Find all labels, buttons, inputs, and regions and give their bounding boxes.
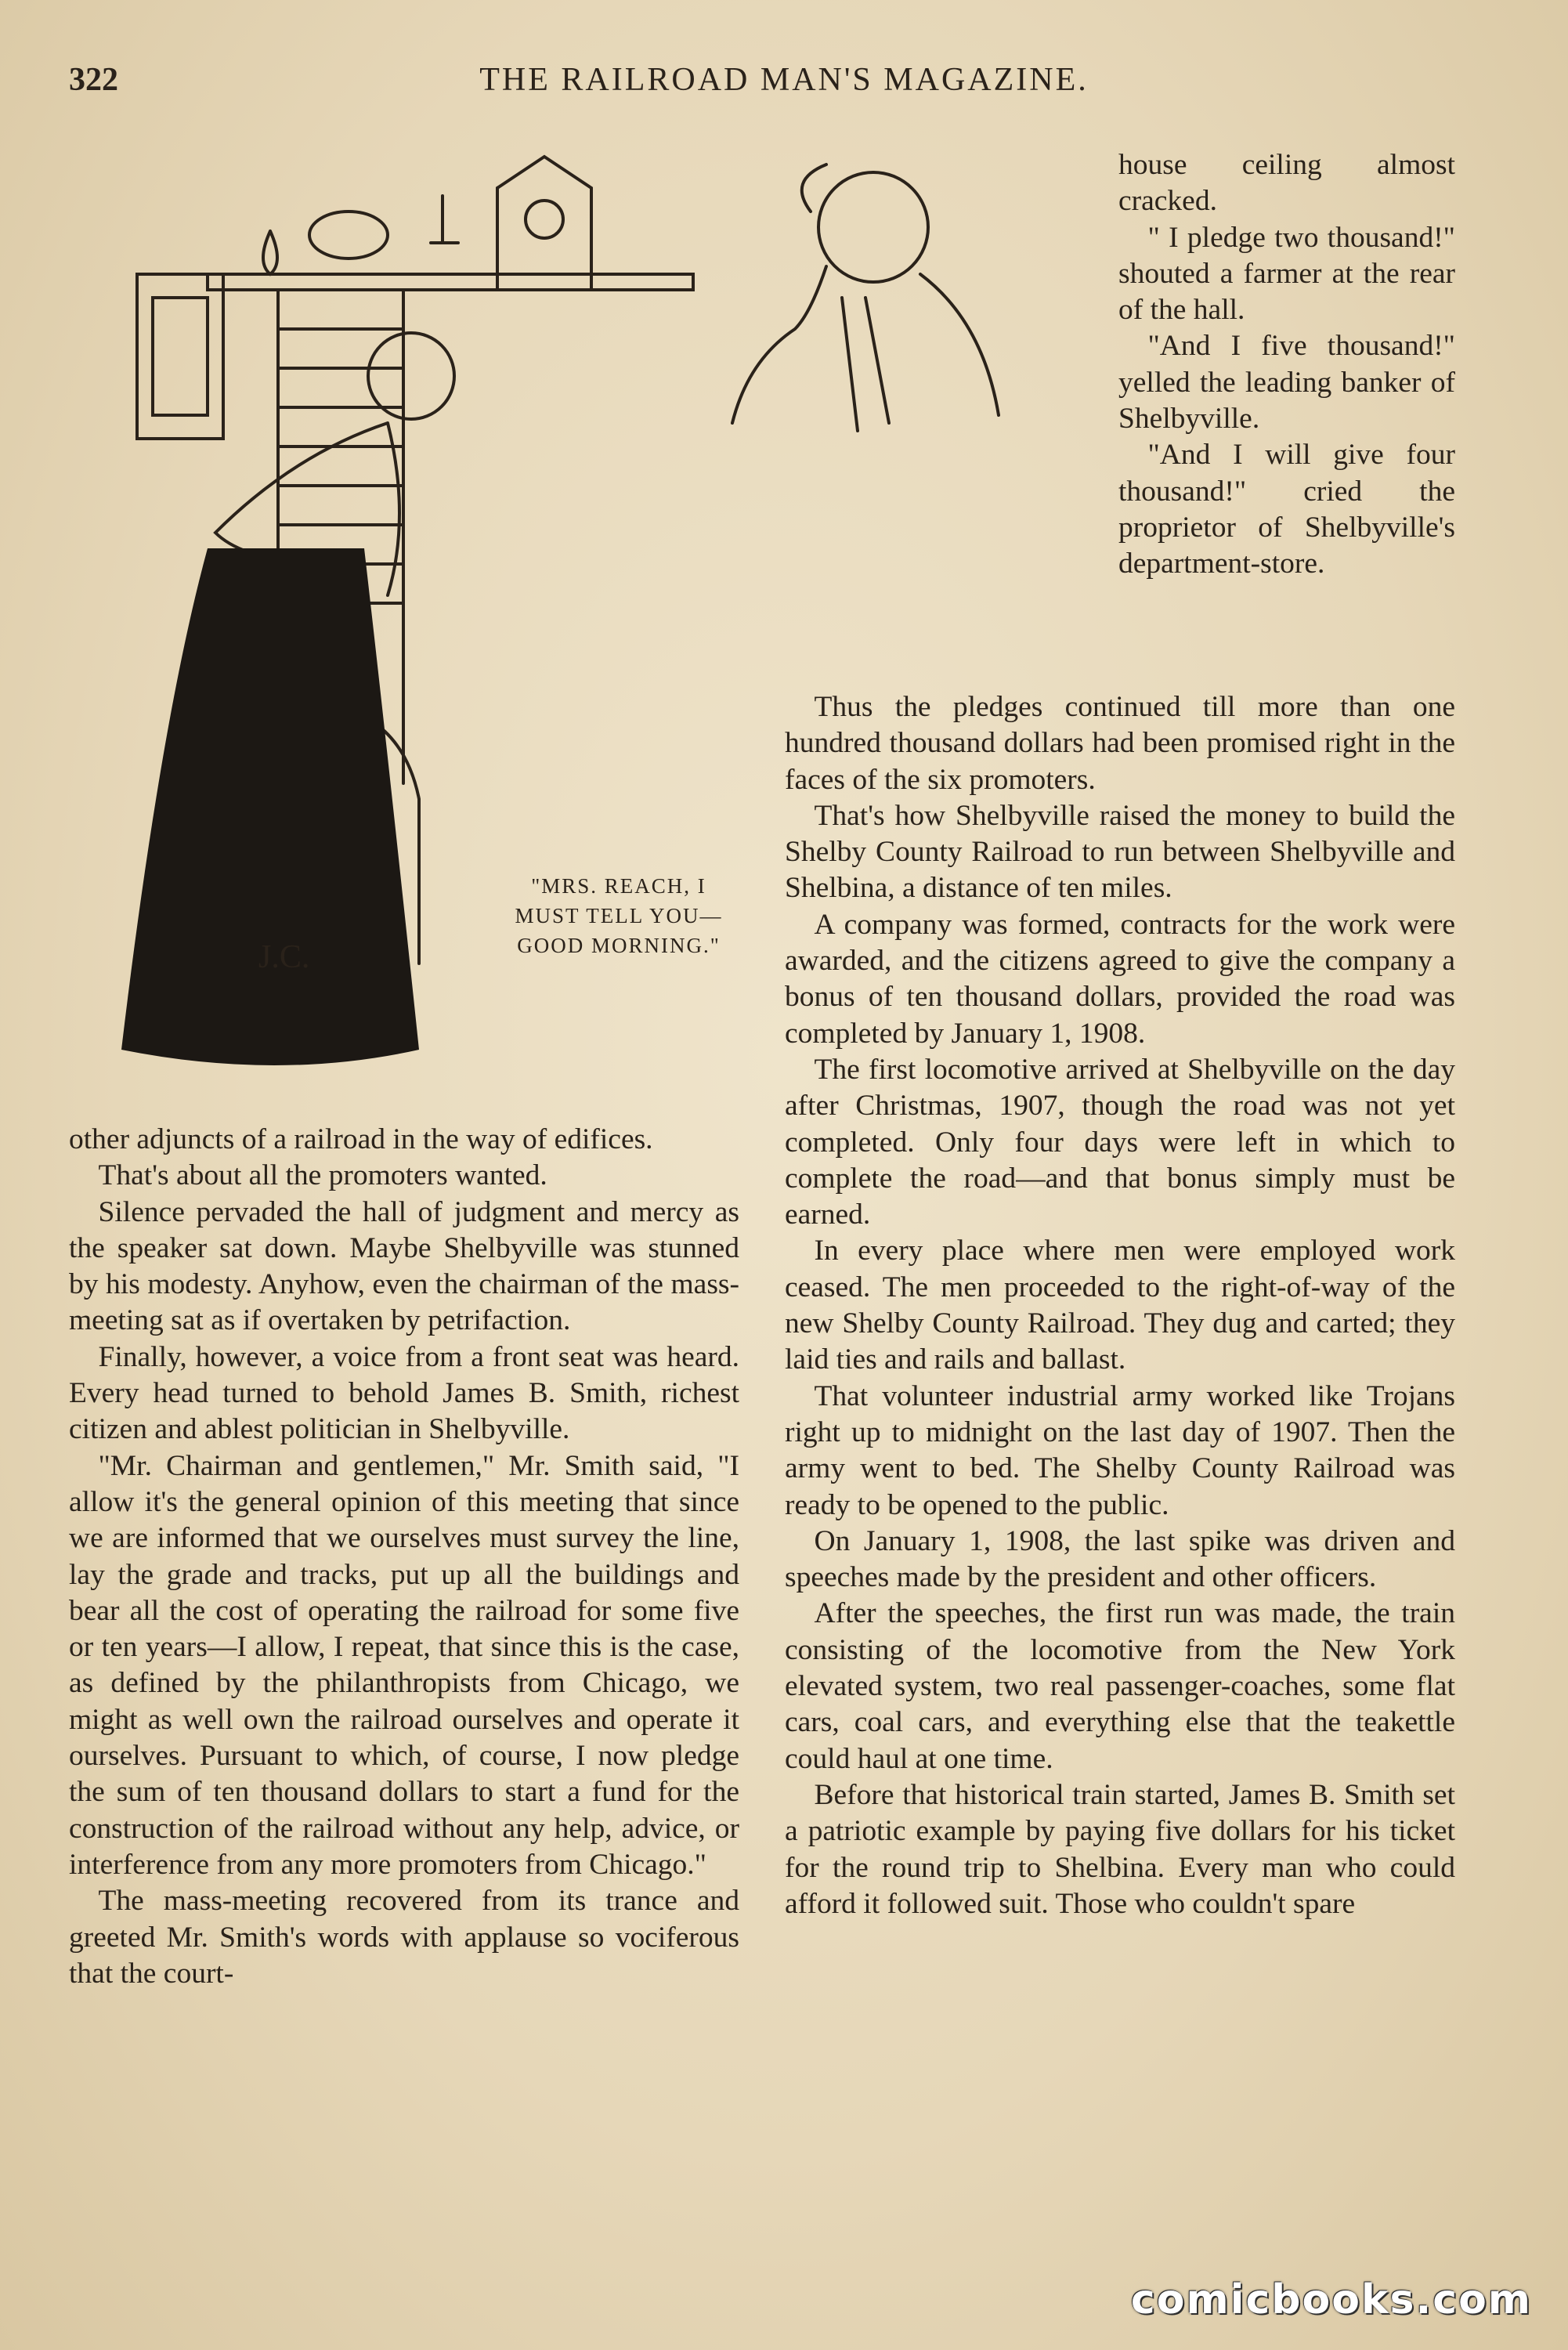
paragraph: " I pledge two thousand!" shouted a farmer at the rear of the hall. (1118, 221, 1455, 327)
paragraph: other adjuncts of a railroad in the way of edifices. (69, 1123, 653, 1155)
paragraph: The first locomotive arrived at Shelbyville on the day after Christmas, 1907, though the road was not yet completed. Only four days were left in which to complete the road—and that bonus simply must be earned. (785, 1053, 1455, 1231)
column-left (69, 1122, 739, 1992)
paragraph: In every place where men were employed work ceased. The men proceeded to the right-of-way of the new Shelby County Railroad. They dug and carted; they laid ties and rails and ballast. (785, 1235, 1455, 1376)
paragraph: On January 1, 1908, the last spike was driven and speeches made by the president and other officers. (785, 1524, 1455, 1594)
illustrator-signature: J.C. (258, 939, 310, 975)
paragraph: That volunteer industrial army worked like Trojans right up to midnight on the last day of 1907. Then the army went to bed. The Shelby County Railroad was ready to be opened to the public. (785, 1379, 1455, 1521)
column-top-right (1118, 147, 1455, 583)
paragraph: Thus the pledges continued till more than one hundred thousand dollars had been promised right in the faces of the six promoters. (785, 691, 1455, 796)
illustration-caption: "MRS. REACH, I MUST TELL YOU—GOOD MORNING." (515, 874, 723, 957)
paragraph: Silence pervaded the hall of judgment and mercy as the speaker sat down. Maybe Shelbyville was stunned by his modesty. Anyhow, even the chairman of the mass-meeting sat as if overtaken by petrifaction. (69, 1195, 739, 1337)
paragraph: Before that historical train started, James B. Smith set a patriotic example by paying five dollars for his ticket for the round trip to Shelbina. Every man who could afford it followed suit. Those who couldn't spare (785, 1778, 1455, 1920)
jar-on-mantel (309, 212, 388, 258)
paragraph: A company was formed, contracts for the work were awarded, and the citizens agreed to give the company a bonus of ten thousand dollars, provided the road was completed by January 1, 1908. (785, 908, 1455, 1050)
paragraph: The mass-meeting recovered from its trance and greeted Mr. Smith's words with applause so vociferous that the court- (69, 1885, 739, 1990)
paragraph: That's how Shelbyville raised the money to build the Shelby County Railroad to run between Shelbyville and Shelbina, a distance of ten miles. (785, 799, 1455, 905)
woman-skirt (121, 548, 419, 1065)
column-right (785, 689, 1455, 1922)
woman-figure (368, 333, 454, 419)
horseshoe-icon (263, 231, 277, 274)
paragraph: "Mr. Chairman and gentlemen," Mr. Smith said, "I allow it's the general opinion of this meeting that since we are informed that we ourselves must survey the line, lay the grade and tracks, put up all the buildings and bear all the cost of operating the railroad for some five or ten years—I allow, I repeat, that since this is the case, as defined by the philanthropists from Chicago, we might as well own the railroad ourselves and operate it ourselves. Pursuant to which, of course, I now pledge the sum of ten thousand dollars to start a fund for the construction of the railroad without any help, advice, or interference from any more promoters from Chicago." (69, 1449, 739, 1881)
candlestick (431, 196, 458, 243)
man-figure (818, 172, 928, 282)
paragraph: After the speeches, the first run was made, the train consisting of the locomotive from the New York elevated system, two real passenger-coaches, some flat cars, coal cars, and everything else that the teakettle could haul at one time. (785, 1597, 1455, 1775)
mantel-shelf (208, 274, 693, 290)
watermark: comicbooks.com (1130, 2276, 1532, 2323)
paragraph: "And I will give four thousand!" cried the proprietor of Shelbyville's department-store. (1118, 439, 1455, 580)
paragraph: house ceiling almost cracked. (1118, 149, 1455, 218)
page-number: 322 (69, 62, 118, 98)
paragraph: That's about all the promoters wanted. (98, 1159, 547, 1192)
mantel-clock (497, 157, 591, 290)
paragraph: Finally, however, a voice from a front seat was heard. Every head turned to behold James B. Smith, richest citizen and ablest politician in Shelbyville. (69, 1340, 739, 1446)
page-header (69, 61, 1499, 108)
paragraph: "And I five thousand!" yelled the leading banker of Shelbyville. (1118, 330, 1455, 436)
magazine-title: THE RAILROAD MAN'S MAGAZINE. (479, 62, 1089, 98)
